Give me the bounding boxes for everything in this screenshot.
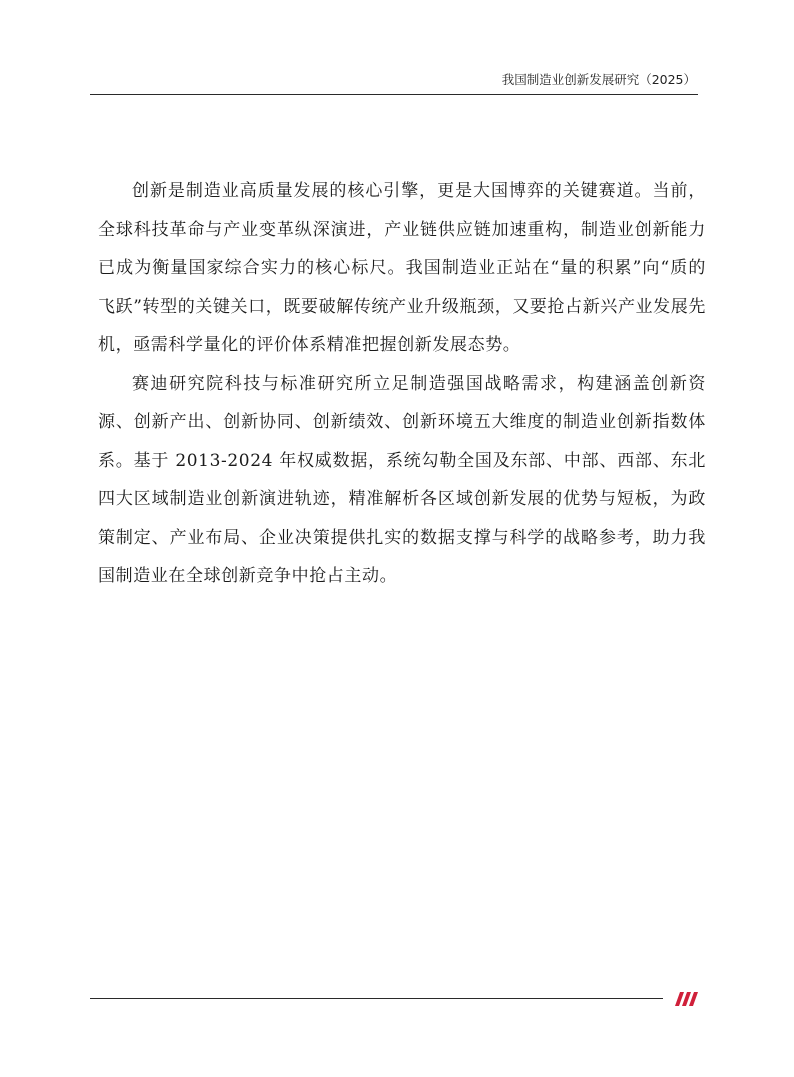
paragraph-index-system: 赛迪研究院科技与标准研究所立足制造强国战略需求，构建涵盖创新资源、创新产出、创新协同、创新绩效、创新环境五大维度的制造业创新指数体系。基于 2013-2024 年权威数据，系统勾勒全国及东部、中部、西部、东北四大区域制造业创新演进轨迹，精准解析各区域创新发展的优势与短板，为政策制定、产业布局、企业决策提供扎实的数据支撑与科学的战略参考，助力我国制造业在全球创新竞争中抢占主动。 — [98, 373, 706, 586]
paragraph-intro: 创新是制造业高质量发展的核心引擎，更是大国博弈的关键赛道。当前，全球科技革命与产业变革纵深演进，产业链供应链加速重构，制造业创新能力已成为衡量国家综合实力的核心标尺。我国制造业正站在“量的积累”向“质的飞跃”转型的关键关口，既要破解传统产业升级瓶颈，又要抢占新兴产业发展先机，亟需科学量化的评价体系精准把握创新发展态势。 — [98, 181, 706, 355]
running-header-title: 我国制造业创新发展研究（2025） — [501, 72, 696, 87]
red-slash-stripes-icon — [671, 991, 701, 1007]
footer-rule — [90, 998, 663, 999]
body-text — [98, 172, 706, 596]
running-header — [90, 66, 698, 95]
